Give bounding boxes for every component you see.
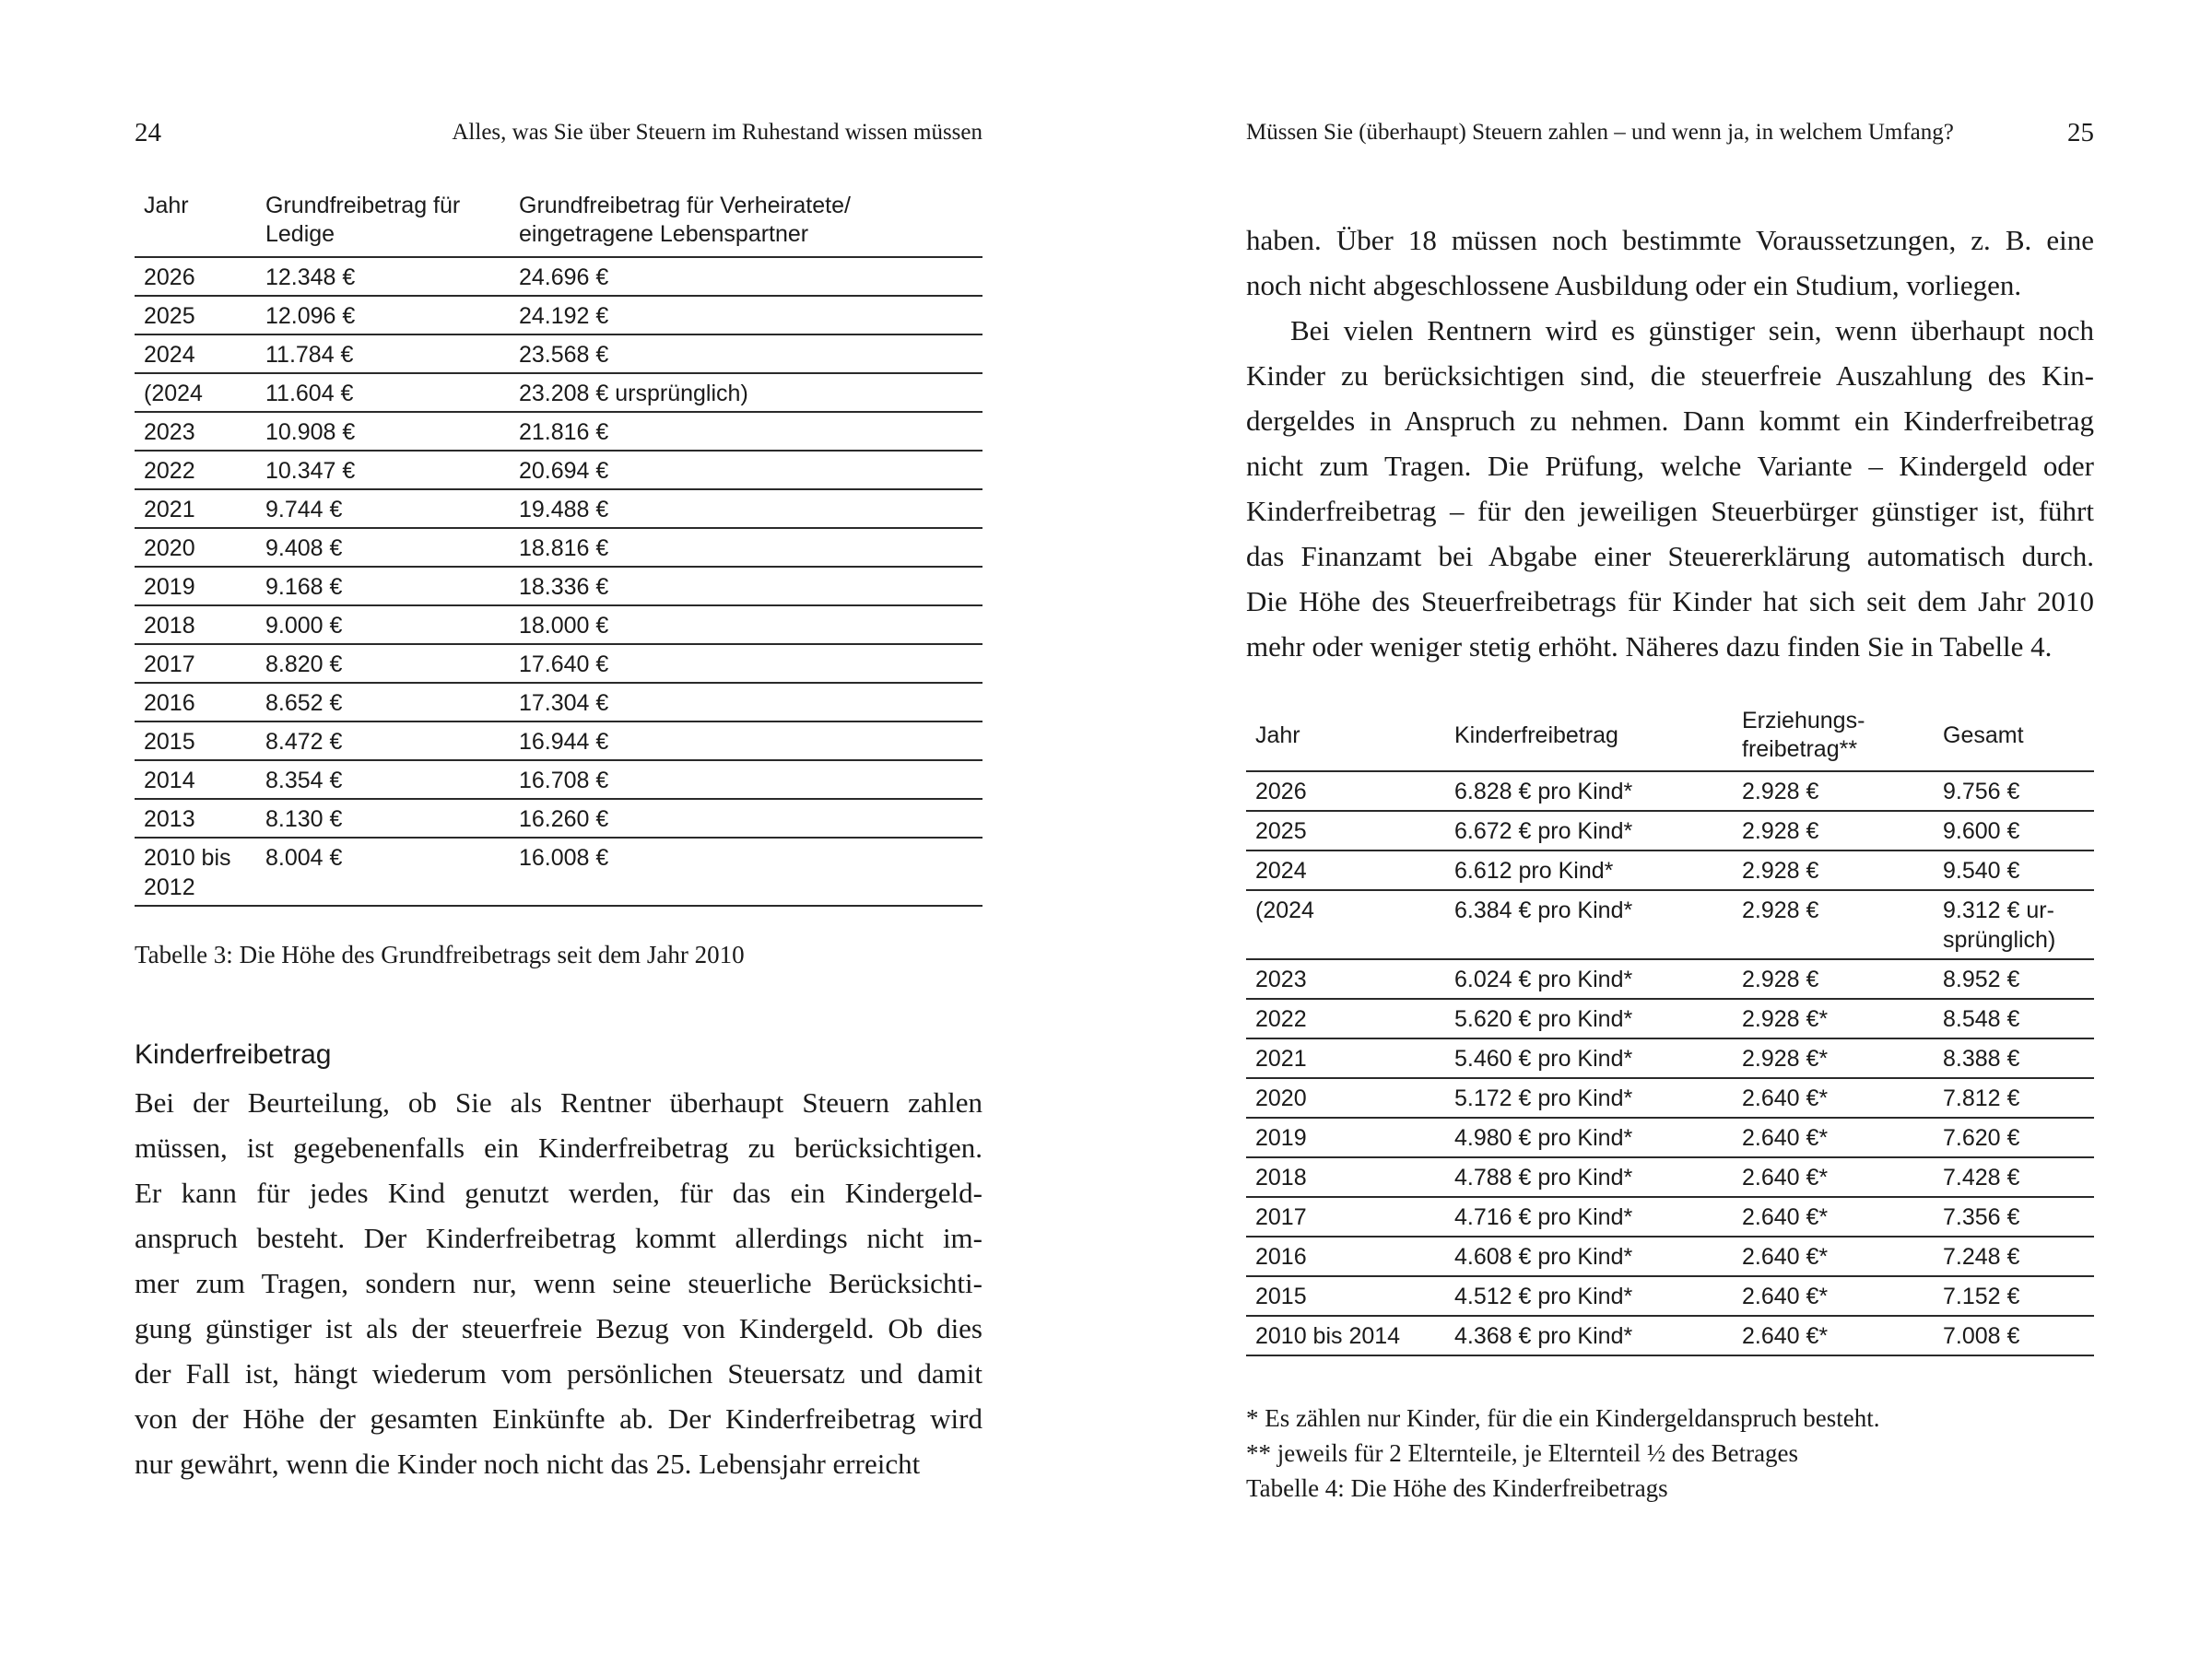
- table-row: [1246, 1118, 2094, 1157]
- table-cell: 19.488 €: [510, 489, 982, 528]
- running-title: Alles, was Sie über Steuern im Ruhestand wissen müssen: [452, 120, 982, 145]
- text-line: noch nicht abgeschlossene Ausbildung oder ein Studium, vorliegen.: [1246, 269, 2022, 301]
- table-cell: 4.608 € pro Kind*: [1445, 1237, 1733, 1276]
- table-cell: 9.756 €: [1934, 771, 2094, 811]
- table-cell: 7.812 €: [1934, 1078, 2094, 1118]
- table-row: [1246, 850, 2094, 890]
- table-cell: 9.000 €: [256, 605, 510, 644]
- table-row: [135, 489, 982, 528]
- table-cell: 2025: [1246, 811, 1445, 850]
- table-cell: 8.952 €: [1934, 959, 2094, 999]
- table-row: [135, 528, 982, 567]
- table-cell: 2025: [135, 296, 256, 334]
- table-cell: 8.548 €: [1934, 999, 2094, 1038]
- table-cell: 23.208 € ursprünglich): [510, 373, 982, 412]
- table-row: [1246, 1276, 2094, 1316]
- table-cell: 6.384 € pro Kind*: [1445, 890, 1733, 959]
- table-cell: 10.908 €: [256, 412, 510, 451]
- table-row: [1246, 1316, 2094, 1355]
- table-row: [1246, 1197, 2094, 1237]
- text-line: Kinder zu berücksichtigen sind, die steuerfreie Auszahlung des Kin-: [1246, 359, 2094, 392]
- text-line: nicht zum Tragen. Die Prüfung, welche Variante – Kindergeld oder: [1246, 450, 2094, 482]
- text-line: gung günstiger ist als der steuerfreie Bezug von Kindergeld. Ob dies: [135, 1312, 982, 1344]
- table-cell: 9.600 €: [1934, 811, 2094, 850]
- footnote: * Es zählen nur Kinder, für die ein Kindergeldanspruch besteht.: [1246, 1404, 1880, 1432]
- table-cell: 18.000 €: [510, 605, 982, 644]
- table-cell: (2024: [135, 373, 256, 412]
- page-number: 25: [2067, 118, 2094, 147]
- table-cell: 2016: [135, 683, 256, 721]
- table-cell: 4.368 € pro Kind*: [1445, 1316, 1733, 1355]
- column-header: Kinderfreibetrag: [1454, 721, 1618, 748]
- grundfreibetrag-table: [135, 192, 982, 907]
- table-cell: 17.304 €: [510, 683, 982, 721]
- table-body: [1246, 771, 2094, 1355]
- table-cell: 2.928 €: [1733, 811, 1934, 850]
- table-row: [135, 760, 982, 799]
- column-header: [510, 192, 982, 257]
- table-row: [135, 683, 982, 721]
- table-cell: 6.612 pro Kind*: [1445, 850, 1733, 890]
- table-cell: 2013: [135, 799, 256, 838]
- table-notes: [1246, 1401, 2094, 1506]
- table-cell: 9.312 € ur- sprünglich): [1934, 890, 2094, 959]
- table-cell: 20.694 €: [510, 451, 982, 489]
- table-cell: 2.928 €: [1733, 771, 1934, 811]
- table-row: [135, 567, 982, 605]
- table-cell: 7.008 €: [1934, 1316, 2094, 1355]
- text-line: der Fall ist, hängt wiederum vom persönlichen Steuersatz und damit: [135, 1357, 982, 1390]
- footnote: ** jeweils für 2 Elternteile, je Elternteil ½ des Betrages: [1246, 1439, 1799, 1467]
- column-header: Jahr: [144, 193, 189, 218]
- table-cell: 4.980 € pro Kind*: [1445, 1118, 1733, 1157]
- table-cell: 2023: [1246, 959, 1445, 999]
- text-line: anspruch besteht. Der Kinderfreibetrag kommt allerdings nicht im-: [135, 1222, 982, 1254]
- table-cell: 6.828 € pro Kind*: [1445, 771, 1733, 811]
- section-heading: Kinderfreibetrag: [135, 1039, 332, 1070]
- text-line: Bei der Beurteilung, ob Sie als Rentner überhaupt Steuern zahlen: [135, 1086, 982, 1119]
- table-row: [1246, 1237, 2094, 1276]
- text-line: von der Höhe der gesamten Einkünfte ab. Der Kinderfreibetrag wird: [135, 1402, 982, 1435]
- table-cell: 2016: [1246, 1237, 1445, 1276]
- table-cell: 6.024 € pro Kind*: [1445, 959, 1733, 999]
- column-header: Gesamt: [1943, 721, 2024, 748]
- table-row: [1246, 999, 2094, 1038]
- page-number: 24: [135, 118, 161, 147]
- left-page: [135, 0, 982, 1654]
- right-running-head: [1246, 118, 2094, 155]
- table-cell: 2022: [1246, 999, 1445, 1038]
- table-cell: 11.604 €: [256, 373, 510, 412]
- text-line: nur gewährt, wenn die Kinder noch nicht das 25. Lebensjahr erreicht: [135, 1448, 921, 1480]
- table-cell: 4.512 € pro Kind*: [1445, 1276, 1733, 1316]
- table-row: [135, 334, 982, 373]
- table-cell: 2.928 €: [1733, 959, 1934, 999]
- column-header: Jahr: [1255, 721, 1300, 748]
- right-page: [1246, 0, 2094, 1654]
- text-line: Kinderfreibetrag – für den jeweiligen Steuerbürger günstiger ist, führt: [1246, 495, 2094, 527]
- table-cell: 2.640 €*: [1733, 1276, 1934, 1316]
- table-cell: 2026: [1246, 771, 1445, 811]
- text-line: Die Höhe des Steuerfreibetrags für Kinder hat sich seit dem Jahr 2010: [1246, 585, 2094, 617]
- table-cell: 8.388 €: [1934, 1038, 2094, 1078]
- running-title: Müssen Sie (überhaupt) Steuern zahlen – und wenn ja, in welchem Umfang?: [1246, 120, 1954, 145]
- text-line: müssen, ist gegebenenfalls ein Kinderfreibetrag zu berücksichtigen.: [135, 1132, 982, 1164]
- table-cell: 7.152 €: [1934, 1276, 2094, 1316]
- table-row: [135, 838, 982, 906]
- table-cell: 2.640 €*: [1733, 1157, 1934, 1197]
- table-row: [135, 721, 982, 760]
- table-cell: 18.336 €: [510, 567, 982, 605]
- table-cell: 7.248 €: [1934, 1237, 2094, 1276]
- table-cell: 2024: [1246, 850, 1445, 890]
- table-cell: 2020: [135, 528, 256, 567]
- table-row: [135, 605, 982, 644]
- table-cell: 23.568 €: [510, 334, 982, 373]
- table-caption: Tabelle 3: Die Höhe des Grundfreibetrags seit dem Jahr 2010: [135, 941, 745, 968]
- table-cell: 8.472 €: [256, 721, 510, 760]
- table-cell: 2.928 €: [1733, 850, 1934, 890]
- table-row: [135, 799, 982, 838]
- table-caption: Tabelle 4: Die Höhe des Kinderfreibetrags: [1246, 1474, 1668, 1502]
- table-cell: 2010 bis 2014: [1246, 1316, 1445, 1355]
- table-cell: 2020: [1246, 1078, 1445, 1118]
- table-row: [135, 412, 982, 451]
- table-cell: 16.944 €: [510, 721, 982, 760]
- table-cell: 16.008 €: [510, 838, 982, 906]
- text-line: mer zum Tragen, sondern nur, wenn seine steuerliche Berücksichti-: [135, 1267, 982, 1299]
- table-cell: 2.640 €*: [1733, 1118, 1934, 1157]
- table-row: [135, 296, 982, 334]
- body-text: [1246, 217, 2094, 669]
- table-cell: 4.716 € pro Kind*: [1445, 1197, 1733, 1237]
- table-cell: 2.640 €*: [1733, 1237, 1934, 1276]
- header-line: Grundfreibetrag für Verheiratete/ eingetragene Lebenspartner: [519, 193, 851, 247]
- table-cell: 10.347 €: [256, 451, 510, 489]
- table-cell: 12.348 €: [256, 257, 510, 296]
- table-cell: 8.130 €: [256, 799, 510, 838]
- table-cell: 7.428 €: [1934, 1157, 2094, 1197]
- table-cell: 16.708 €: [510, 760, 982, 799]
- column-header: [256, 192, 510, 257]
- table-cell: 2021: [1246, 1038, 1445, 1078]
- table-row: [1246, 1157, 2094, 1197]
- table-cell: 8.354 €: [256, 760, 510, 799]
- table-cell: 11.784 €: [256, 334, 510, 373]
- table-cell: 21.816 €: [510, 412, 982, 451]
- text-line: das Finanzamt bei Abgabe einer Steuererklärung automatisch durch.: [1246, 540, 2094, 572]
- table-cell: 24.696 €: [510, 257, 982, 296]
- table-cell: 17.640 €: [510, 644, 982, 683]
- table-header-row: [1246, 700, 2094, 771]
- table-cell: 2.928 €*: [1733, 1038, 1934, 1078]
- table-row: [1246, 771, 2094, 811]
- table-cell: 2019: [1246, 1118, 1445, 1157]
- table-cell: 2017: [135, 644, 256, 683]
- table-cell: 6.672 € pro Kind*: [1445, 811, 1733, 850]
- table-cell: 2010 bis 2012: [135, 838, 256, 906]
- table-row: [1246, 1038, 2094, 1078]
- table-cell: 2018: [1246, 1157, 1445, 1197]
- table-cell: 4.788 € pro Kind*: [1445, 1157, 1733, 1197]
- table-cell: 2023: [135, 412, 256, 451]
- table-cell: 12.096 €: [256, 296, 510, 334]
- table-cell: 2015: [1246, 1276, 1445, 1316]
- text-line: haben. Über 18 müssen noch bestimmte Voraussetzungen, z. B. eine: [1246, 224, 2094, 256]
- body-text: [135, 1080, 982, 1486]
- table-cell: 2.928 €: [1733, 890, 1934, 959]
- table-cell: 2024: [135, 334, 256, 373]
- header-line: Grundfreibetrag für Ledige: [265, 193, 461, 247]
- table-cell: 5.620 € pro Kind*: [1445, 999, 1733, 1038]
- table-row: [135, 644, 982, 683]
- table-row: [135, 373, 982, 412]
- table-cell: 2018: [135, 605, 256, 644]
- table-cell: 24.192 €: [510, 296, 982, 334]
- table-cell: 7.356 €: [1934, 1197, 2094, 1237]
- header-line: Erziehungs- freibetrag**: [1742, 708, 1865, 762]
- text-line: dergeldes in Anspruch zu nehmen. Dann kommt ein Kinderfreibetrag: [1246, 405, 2094, 437]
- table-cell: 9.540 €: [1934, 850, 2094, 890]
- table-cell: 9.168 €: [256, 567, 510, 605]
- table-cell: 2014: [135, 760, 256, 799]
- table-row: [1246, 1078, 2094, 1118]
- table-cell: 2.640 €*: [1733, 1197, 1934, 1237]
- table-cell: 2019: [135, 567, 256, 605]
- table-cell: 2021: [135, 489, 256, 528]
- table-row: [1246, 890, 2094, 959]
- table-cell: 8.004 €: [256, 838, 510, 906]
- table-cell: 9.744 €: [256, 489, 510, 528]
- table-cell: 8.652 €: [256, 683, 510, 721]
- table-cell: 2017: [1246, 1197, 1445, 1237]
- table-cell: 7.620 €: [1934, 1118, 2094, 1157]
- column-header: [1733, 700, 1934, 771]
- table-cell: 2.928 €*: [1733, 999, 1934, 1038]
- table-cell: 8.820 €: [256, 644, 510, 683]
- table-row: [1246, 811, 2094, 850]
- table-row: [1246, 959, 2094, 999]
- left-running-head: [135, 118, 982, 155]
- table-cell: (2024: [1246, 890, 1445, 959]
- table-cell: 2026: [135, 257, 256, 296]
- text-line: Er kann für jedes Kind genutzt werden, für das ein Kindergeld-: [135, 1177, 982, 1209]
- table-cell: 16.260 €: [510, 799, 982, 838]
- table-cell: 2022: [135, 451, 256, 489]
- table-cell: 5.460 € pro Kind*: [1445, 1038, 1733, 1078]
- table-row: [135, 257, 982, 296]
- table-row: [135, 451, 982, 489]
- table-body: [135, 257, 982, 906]
- table-cell: 2015: [135, 721, 256, 760]
- text-line: Bei vielen Rentnern wird es günstiger sein, wenn überhaupt noch: [1290, 314, 2094, 346]
- kinderfreibetrag-table: [1246, 700, 2094, 1356]
- table-cell: 18.816 €: [510, 528, 982, 567]
- text-line: mehr oder weniger stetig erhöht. Näheres dazu finden Sie in Tabelle 4.: [1246, 630, 2053, 663]
- table-cell: 5.172 € pro Kind*: [1445, 1078, 1733, 1118]
- table-cell: 9.408 €: [256, 528, 510, 567]
- table-cell: 2.640 €*: [1733, 1316, 1934, 1355]
- table-header-row: [135, 192, 982, 257]
- table-cell: 2.640 €*: [1733, 1078, 1934, 1118]
